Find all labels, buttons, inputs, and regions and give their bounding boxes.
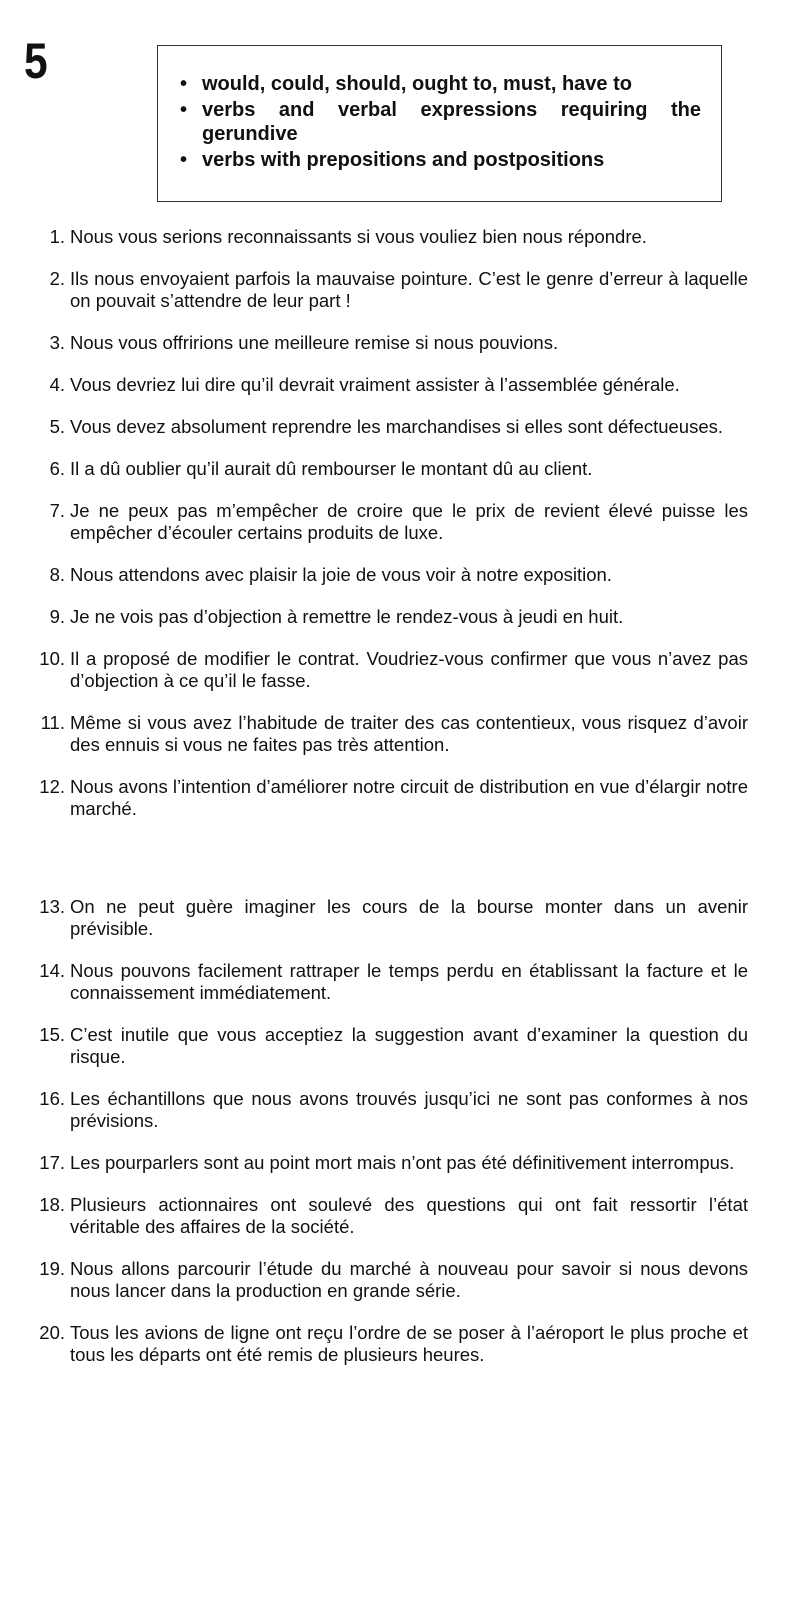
exercise-item [0, 776, 800, 820]
exercise-text: Il a dû oublier qu’il aurait dû rembourser le montant dû au client. [70, 458, 593, 479]
exercise-item [0, 226, 800, 248]
exercise-number: 18. [39, 1194, 65, 1215]
exercise-item [0, 416, 800, 438]
topic-item [180, 148, 701, 172]
exercise-number: 17. [39, 1152, 65, 1173]
exercise-number: 14. [39, 960, 65, 981]
topic-text: verbs and verbal expressions requiring the gerundive [202, 99, 701, 145]
spacer [0, 820, 800, 896]
exercise-item [0, 374, 800, 396]
exercise-item [0, 1024, 800, 1068]
exercise-text: Les échantillons que nous avons trouvés jusqu’ici ne sont pas conformes à nos prévisions. [70, 1088, 748, 1131]
exercise-text: Tous les avions de ligne ont reçu l’ordre de se poser à l’aéroport le plus proche et tous les départs ont été remis de plusieurs heures. [70, 1322, 748, 1365]
spacer [0, 1302, 800, 1322]
exercise-number: 4. [49, 374, 65, 395]
exercise-text: Nous avons l’intention d’améliorer notre circuit de distribution en vue d’élargir notre marché. [70, 776, 748, 819]
exercise-item [0, 268, 800, 312]
topic-item [180, 72, 701, 96]
exercise-text: Je ne peux pas m’empêcher de croire que le prix de revient élevé puisse les empêcher d’écouler certains produits de luxe. [70, 500, 748, 543]
exercise-item [0, 896, 800, 940]
exercise-text: Nous vous offririons une meilleure remise si nous pouvions. [70, 332, 559, 353]
exercise-item [0, 1194, 800, 1238]
exercise-number: 16. [39, 1088, 65, 1109]
exercise-number: 9. [49, 606, 65, 627]
spacer [0, 1174, 800, 1194]
exercise-number: 10. [39, 648, 65, 669]
bullet-icon: • [180, 149, 188, 171]
topic-item [180, 98, 701, 146]
exercise-number: 1. [49, 226, 65, 247]
exercise-number: 13. [39, 896, 65, 917]
exercise-item [0, 458, 800, 480]
spacer [0, 312, 800, 332]
exercise-text: Même si vous avez l’habitude de traiter des cas contentieux, vous risquez d’avoir des ennuis si vous ne faites pas très attention. [70, 712, 748, 755]
topic-box [157, 45, 722, 202]
exercise-item [0, 1088, 800, 1132]
spacer [0, 692, 800, 712]
exercise-number: 2. [49, 268, 65, 289]
exercise-text: Nous allons parcourir l’étude du marché à nouveau pour savoir si nous devons nous lancer dans la production en grande série. [70, 1258, 748, 1301]
spacer [0, 1068, 800, 1088]
exercise-number: 7. [49, 500, 65, 521]
spacer [0, 438, 800, 458]
exercise-text: C’est inutile que vous acceptiez la suggestion avant d’examiner la question du risque. [70, 1024, 748, 1067]
unit-number: 5 [24, 33, 47, 89]
exercise-text: On ne peut guère imaginer les cours de la bourse monter dans un avenir prévisible. [70, 896, 748, 939]
exercise-number: 5. [49, 416, 65, 437]
exercise-text: Nous pouvons facilement rattraper le temps perdu en établissant la facture et le connaissement immédiatement. [70, 960, 748, 1003]
spacer [0, 544, 800, 564]
exercise-number: 15. [39, 1024, 65, 1045]
exercise-text: Vous devriez lui dire qu’il devrait vraiment assister à l’assemblée générale. [70, 374, 680, 395]
spacer [0, 1004, 800, 1024]
exercise-item [0, 606, 800, 628]
spacer [0, 586, 800, 606]
exercise-text: Vous devez absolument reprendre les marchandises si elles sont défectueuses. [70, 416, 724, 437]
exercise-text: Nous attendons avec plaisir la joie de vous voir à notre exposition. [70, 564, 612, 585]
spacer [0, 628, 800, 648]
exercise-text: Les pourparlers sont au point mort mais n’ont pas été définitivement interrompus. [70, 1152, 735, 1173]
exercise-item [0, 500, 800, 544]
spacer [0, 396, 800, 416]
spacer [0, 756, 800, 776]
exercise-item [0, 648, 800, 692]
exercise-number: 20. [39, 1322, 65, 1343]
exercise-text: Il a proposé de modifier le contrat. Voudriez-vous confirmer que vous n’avez pas d’objection à ce qu’il le fasse. [70, 648, 748, 691]
exercise-item [0, 1152, 800, 1174]
spacer [0, 354, 800, 374]
spacer [0, 1238, 800, 1258]
spacer [0, 940, 800, 960]
exercise-number: 19. [39, 1258, 65, 1279]
topic-text: would, could, should, ought to, must, have to [202, 73, 632, 95]
spacer [0, 248, 800, 268]
exercise-text: Je ne vois pas d’objection à remettre le rendez-vous à jeudi en huit. [70, 606, 624, 627]
exercise-text: Plusieurs actionnaires ont soulevé des questions qui ont fait ressortir l’état véritable des affaires de la société. [70, 1194, 748, 1237]
exercise-item [0, 960, 800, 1004]
exercise-number: 11. [40, 712, 65, 733]
exercise-item [0, 564, 800, 586]
exercise-number: 6. [49, 458, 65, 479]
topic-list [158, 46, 721, 172]
exercise-item [0, 712, 800, 756]
bullet-icon: • [180, 99, 188, 121]
exercise-text: Ils nous envoyaient parfois la mauvaise pointure. C’est le genre d’erreur à laquelle on pouvait s’attendre de leur part ! [70, 268, 748, 311]
topic-text: verbs with prepositions and postpositions [202, 149, 605, 171]
exercise-number: 8. [49, 564, 65, 585]
exercise-number: 3. [49, 332, 65, 353]
spacer [0, 1132, 800, 1152]
exercise-text: Nous vous serions reconnaissants si vous vouliez bien nous répondre. [70, 226, 647, 247]
spacer [0, 480, 800, 500]
exercise-item [0, 1258, 800, 1302]
exercise-item [0, 332, 800, 354]
bullet-icon: • [180, 73, 188, 95]
exercise-number: 12. [39, 776, 65, 797]
exercise-list [0, 226, 800, 1366]
exercise-item [0, 1322, 800, 1366]
